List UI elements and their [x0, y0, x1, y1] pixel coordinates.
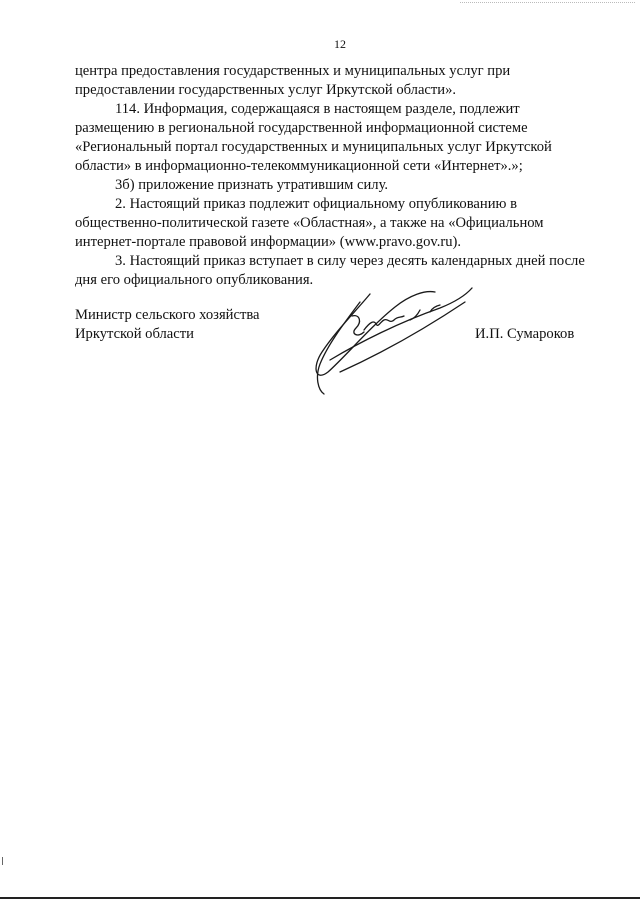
- text-line: 3. Настоящий приказ вступает в силу через десять календарных дней после: [115, 253, 585, 269]
- paragraph-item-114: [75, 100, 607, 176]
- scan-bottom-edge: [0, 897, 640, 899]
- document-body: [75, 62, 607, 290]
- text-line: «Региональный портал государственных и муниципальных услуг Иркутской: [75, 139, 552, 155]
- text-line: центра предоставления государственных и муниципальных услуг при: [75, 63, 511, 79]
- signer-position-line: Министр сельского хозяйства: [75, 307, 260, 323]
- scan-margin-mark: [2, 857, 3, 865]
- text-line: размещению в региональной государственной информационной системе: [75, 120, 528, 136]
- paragraph-item-2: [75, 195, 607, 252]
- text-line: 3б) приложение признать утратившим силу.: [115, 177, 389, 193]
- signer-name: И.П. Сумароков: [475, 326, 575, 342]
- text-line: области» в информационно-телекоммуникационной сети «Интернет».»;: [75, 158, 523, 174]
- text-line: дня его официального опубликования.: [75, 272, 314, 288]
- paragraph-item-3b: [75, 176, 607, 195]
- text-line: 114. Информация, содержащаяся в настоящем разделе, подлежит: [115, 101, 520, 117]
- text-line: общественно-политической газете «Областная», а также на «Официальном: [75, 215, 544, 231]
- scan-edge-line: [460, 2, 635, 3]
- paragraph-continuation: [75, 62, 607, 100]
- text-line: предоставлении государственных услуг Иркутской области».: [75, 82, 457, 98]
- signer-position-line: Иркутской области: [75, 326, 194, 342]
- signer-position: [75, 306, 260, 344]
- text-line: 2. Настоящий приказ подлежит официальному опубликованию в: [115, 196, 517, 212]
- page-number: 12: [334, 37, 346, 51]
- text-line: интернет-портале правовой информации» (www.pravo.gov.ru).: [75, 234, 462, 250]
- handwritten-signature-icon: [300, 272, 480, 402]
